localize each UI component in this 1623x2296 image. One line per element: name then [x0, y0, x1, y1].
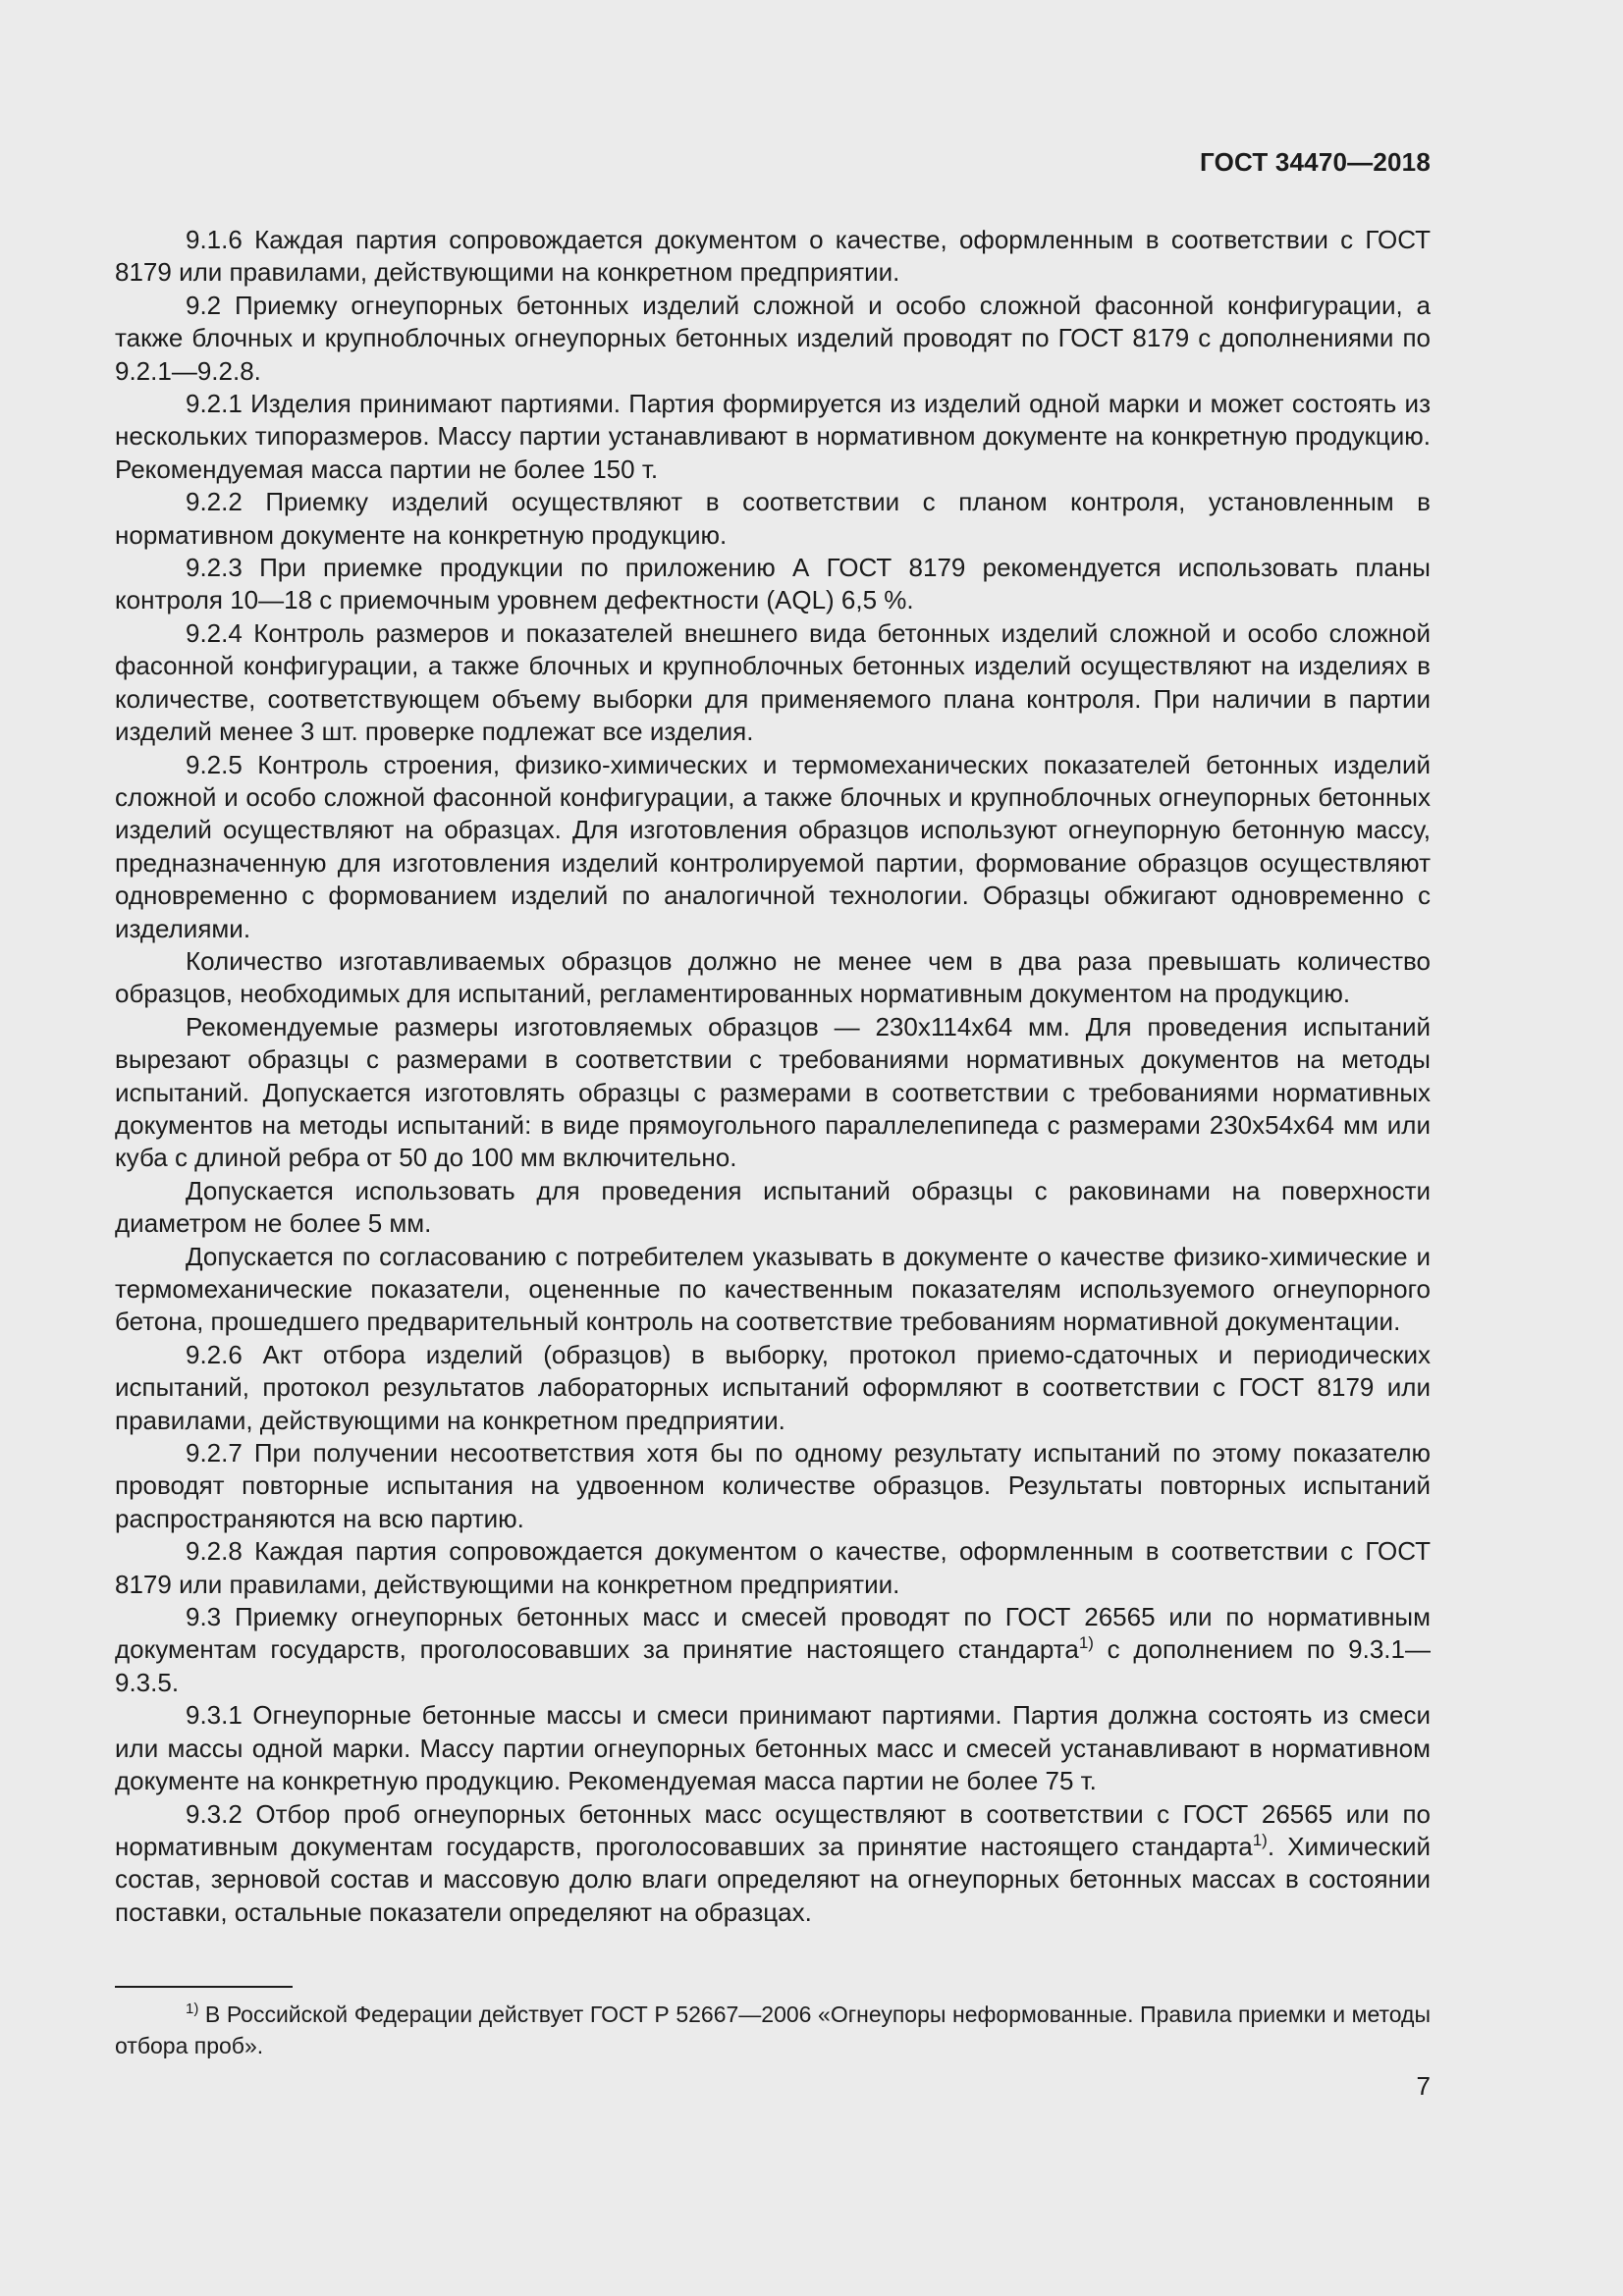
paragraph-sample-quantity: Количество изготавливаемых образцов должно не менее чем в два раза превышать количество образцов, необходимых для испытаний, регламентированных нормативным документом на продукцию. — [115, 945, 1431, 1009]
paragraph-9-2-8: 9.2.8 Каждая партия сопровождается документом о качестве, оформленным в соответствии с ГОСТ 8179 или правилами, действующими на конкретном предприятии. — [115, 1536, 1431, 1599]
paragraph-9-2-1: 9.2.1 Изделия принимают партиями. Партия формируется из изделий одной марки и может состоять из нескольких типоразмеров. Массу партии устанавливают в нормативном документе на конкретную продукцию. Рекомендуемая масса партии не более 150 т. — [115, 389, 1431, 484]
paragraph-9-2-4: 9.2.4 Контроль размеров и показателей внешнего вида бетонных изделий сложной и особо сложной фасонной конфигурации, а также блочных и крупноблочных бетонных изделий осуществляют на изделиях в количестве, соответствующем объему выборки для применяемого плана контроля. При наличии в партии изделий менее 3 шт. проверке подлежат все изделия. — [115, 617, 1431, 747]
paragraph-9-2-6: 9.2.6 Акт отбора изделий (образцов) в выборку, протокол приемо-сдаточных и периодических испытаний, протокол результатов лабораторных испытаний оформляют в соответствии с ГОСТ 8179 или правилами, действующими на конкретном предприятии. — [115, 1339, 1431, 1435]
page-number: 7 — [1416, 2071, 1431, 2101]
paragraph-9-3-tail: с дополнением по 9.3.1—9.3.5. — [115, 1634, 1431, 1697]
document-body — [115, 224, 1431, 1929]
footnote-marker: 1) — [186, 2001, 199, 2017]
paragraph-9-2-7: 9.2.7 При получении несоответствия хотя бы по одному результату испытаний по этому показателю проводят повторные испытания на удвоенном количестве образцов. Результаты повторных испытаний распространяются на всю партию. — [115, 1438, 1431, 1533]
paragraph-9-3-2 — [115, 1798, 1431, 1930]
paragraph-9-2-5: 9.2.5 Контроль строения, физико-химических и термомеханических показателей бетонных изделий сложной и особо сложной фасонной конфигурации, а также блочных и крупноблочных огнеупорных бетонных изделий осуществляют на образцах. Для изготовления образцов используют огнеупорную бетонную массу, предназначенную для изготовления изделий контролируемой партии, формование образцов осуществляют одновременно с формованием изделий по аналогичной технологии. Образцы обжигают одновременно с изделиями. — [115, 749, 1431, 943]
paragraph-9-2: 9.2 Приемку огнеупорных бетонных изделий сложной и особо сложной фасонной конфигурации, а также блочных и крупноблочных огнеупорных бетонных изделий проводят по ГОСТ 8179 с дополнениями по 9.2.1—9.2.8. — [115, 290, 1431, 386]
paragraph-9-3 — [115, 1601, 1431, 1699]
paragraph-9-2-3: 9.2.3 При приемке продукции по приложению А ГОСТ 8179 рекомендуется использовать планы контроля 10—18 с приемочным уровнем дефектности (AQL) 6,5 %. — [115, 553, 1431, 615]
paragraph-quality-document: Допускается по согласованию с потребителем указывать в документе о качестве физико-химические и термомеханические показатели, оцененные по качественным показателям используемого огнеупорного бетона, прошедшего предварительный контроль на соответствие требованиям нормативной документации. — [115, 1241, 1431, 1337]
footnote-reference: 1) — [1252, 1830, 1268, 1849]
footnote-text: В Российской Федерации действует ГОСТ Р 52667—2006 «Огнеупоры неформованные. Правила приемки и методы отбора проб». — [115, 2002, 1431, 2058]
footnote-separator — [115, 1986, 293, 1988]
footnote-reference: 1) — [1078, 1633, 1094, 1653]
paragraph-9-3-2-text: 9.3.2 Отбор проб огнеупорных бетонных масс осуществляют в соответствии с ГОСТ 26565 или по нормативным документам государств, проголосовавших за принятие настоящего стандарта — [115, 1798, 1431, 1861]
footnote — [115, 1999, 1431, 2061]
paragraph-9-3-text: 9.3 Приемку огнеупорных бетонных масс и смесей проводят по ГОСТ 26565 или по нормативным документам государств, проголосовавших за принятие настоящего стандарта — [115, 1602, 1431, 1665]
paragraph-sample-sizes: Рекомендуемые размеры изготовляемых образцов — 230х114х64 мм. Для проведения испытаний вырезают образцы с размерами в соответствии с требованиями нормативных документов на методы испытаний. Допускается изготовлять образцы с размерами в соответствии с требованиями нормативных документов на методы испытаний: в виде прямоугольного параллелепипеда с размерами 230х54х64 мм или куба с длиной ребра от 50 до 100 мм включительно. — [115, 1011, 1431, 1173]
standard-designation: ГОСТ 34470—2018 — [1200, 147, 1431, 177]
footnote-paragraph — [115, 1999, 1431, 2061]
paragraph-9-3-2-tail: . Химический состав, зерновой состав и массовую долю влаги определяют на огнеупорных бетонных массах в состоянии поставки, остальные показатели определяют на образцах. — [115, 1831, 1432, 1927]
paragraph-sample-cavities: Допускается использовать для проведения испытаний образцы с раковинами на поверхности диаметром не более 5 мм. — [115, 1175, 1431, 1239]
paragraph-9-1-6: 9.1.6 Каждая партия сопровождается документом о качестве, оформленным в соответствии с ГОСТ 8179 или правилами, действующими на конкретном предприятии. — [115, 225, 1431, 288]
paragraph-9-2-2: 9.2.2 Приемку изделий осуществляют в соответствии с планом контроля, установленным в нормативном документе на конкретную продукцию. — [115, 487, 1431, 550]
paragraph-9-3-1: 9.3.1 Огнеупорные бетонные массы и смеси принимают партиями. Партия должна состоять из смеси или массы одной марки. Массу партии огнеупорных бетонных масс и смесей устанавливают в нормативном документе на конкретную продукцию. Рекомендуемая масса партии не более 75 т. — [115, 1700, 1431, 1796]
